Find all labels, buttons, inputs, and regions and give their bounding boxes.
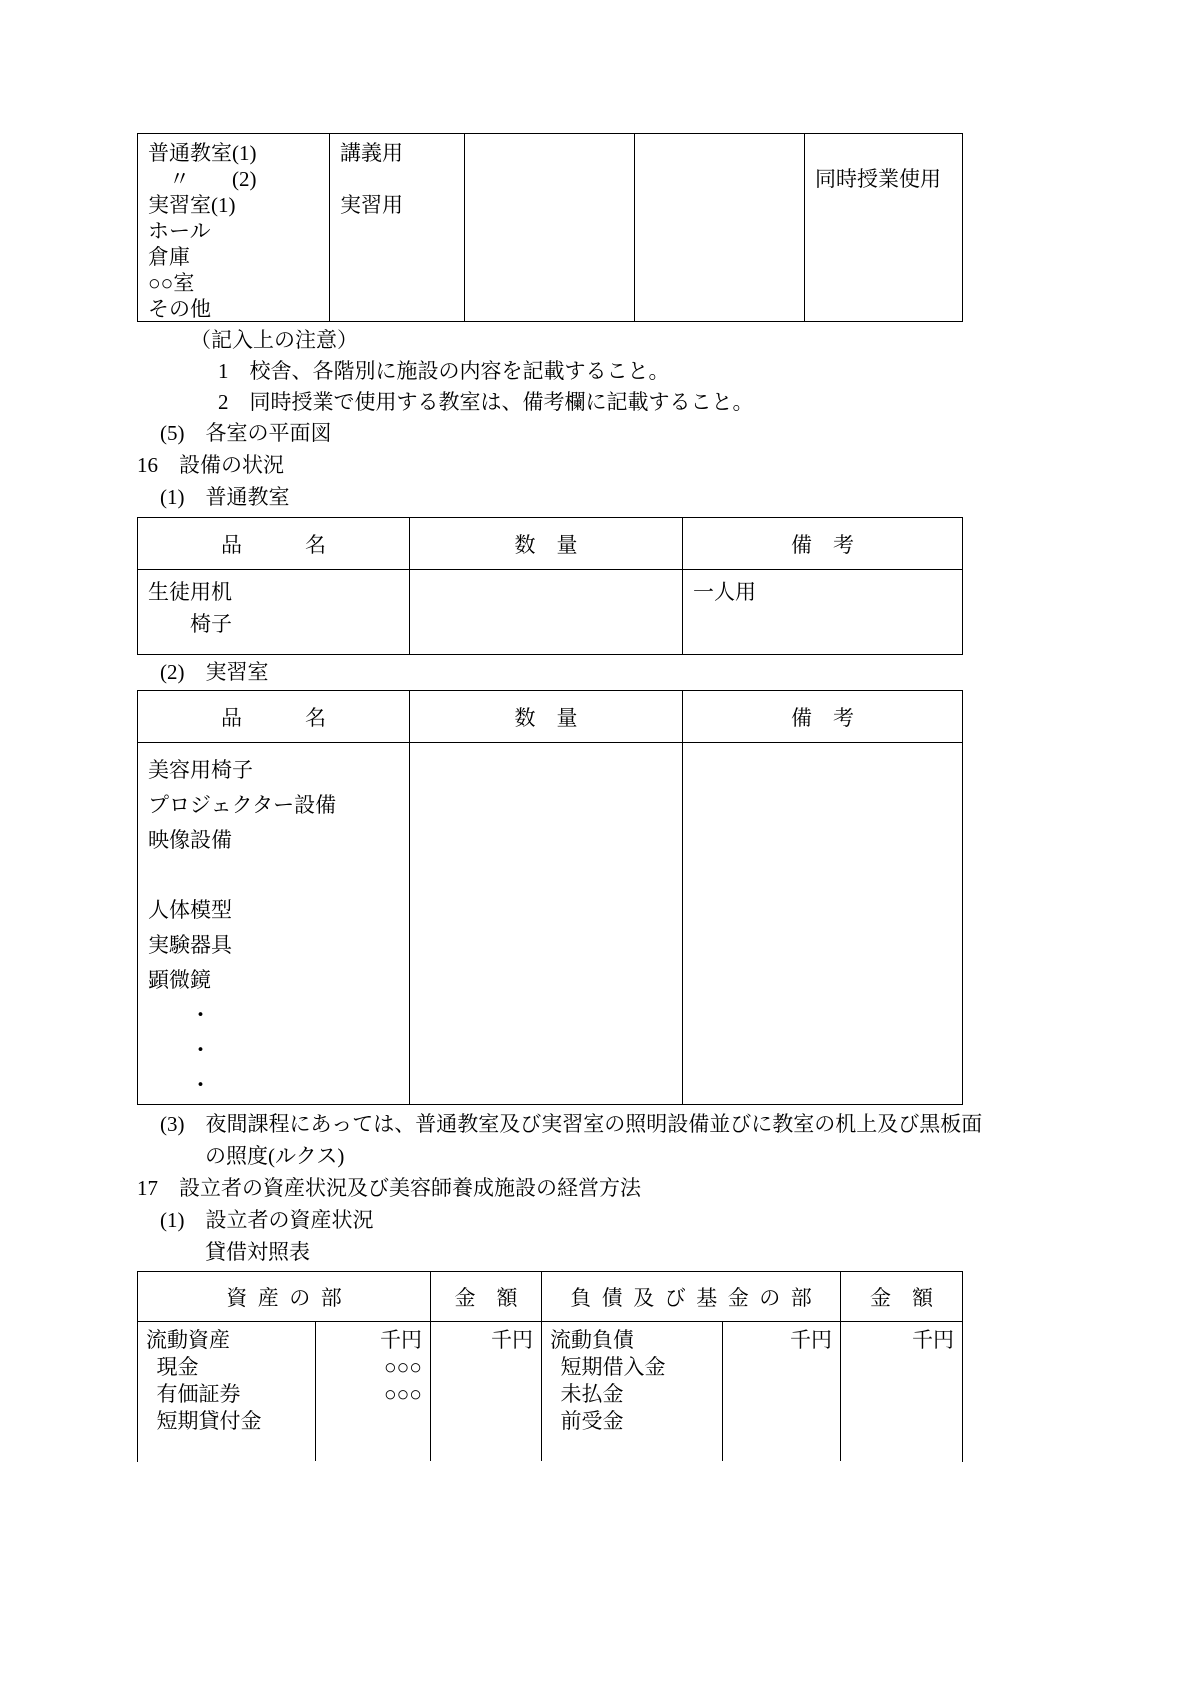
- col-header-quantity: 数 量: [410, 518, 683, 570]
- quantity-cell: [410, 743, 683, 1104]
- table-header-row: [138, 1272, 962, 1322]
- spacer: [815, 140, 962, 166]
- classroom-equipment-table: [137, 517, 963, 655]
- room-name: 〃 (2): [148, 167, 257, 191]
- asset-value: ○○○: [383, 1382, 422, 1406]
- quantity-cell: [410, 570, 683, 654]
- table-header-row: [138, 691, 962, 743]
- liability-name: 短期借入金: [550, 1355, 666, 1379]
- equipment-item: 顕微鏡: [148, 968, 211, 992]
- liability-amount-unit: 千円: [912, 1328, 954, 1352]
- item-name-cell: [138, 743, 410, 1104]
- liability-value: [723, 1381, 832, 1408]
- equipment-item: [148, 858, 409, 893]
- asset-name-cell: [138, 1322, 316, 1461]
- room-name: その他: [148, 297, 211, 321]
- remarks-cell: [683, 743, 962, 1104]
- section-17-1-heading: (1) 設立者の資産状況: [160, 1208, 374, 1232]
- liability-name: 未払金: [550, 1382, 624, 1406]
- remarks-cell: [683, 570, 962, 654]
- spacer: [340, 166, 464, 192]
- room-name: ○○室: [148, 271, 195, 295]
- equipment-item: 映像設備: [148, 828, 232, 852]
- asset-amount-unit: 千円: [491, 1328, 533, 1352]
- balance-sheet-table: [137, 1271, 963, 1462]
- section-16-1-heading: (1) 普通教室: [160, 485, 290, 509]
- room-name: 倉庫: [148, 245, 190, 269]
- col-header-assets: 資 産 の 部: [138, 1272, 431, 1322]
- liability-amount-cell: [841, 1322, 962, 1461]
- equipment-item: 人体模型: [148, 898, 232, 922]
- col-header-remarks: 備 考: [683, 691, 962, 743]
- note-3-line-2: の照度(ルクス): [205, 1144, 345, 1168]
- liability-name-cell: [542, 1322, 723, 1461]
- simultaneous-class-note: 同時授業使用: [815, 167, 941, 191]
- equipment-item: 美容用椅子: [148, 758, 253, 782]
- liability-name: 流動負債: [550, 1328, 634, 1352]
- liability-value-cell: [723, 1322, 841, 1461]
- facility-rooms-continuation-table: [137, 133, 963, 322]
- equipment-item: ・: [148, 1073, 211, 1097]
- col-header-remarks: 備 考: [683, 518, 962, 570]
- section-17-heading: 17 設立者の資産状況及び美容師養成施設の経営方法: [137, 1176, 641, 1200]
- asset-value-cell: [316, 1322, 431, 1461]
- asset-name: 流動資産: [146, 1328, 230, 1352]
- room-name: 普通教室(1): [148, 141, 257, 165]
- col-header-item-name: 品 名: [138, 518, 410, 570]
- entry-note-1: 1 校舎、各階別に施設の内容を記載すること。: [218, 359, 670, 383]
- table-header-row: [138, 518, 962, 570]
- section-16-2-heading: (2) 実習室: [160, 660, 269, 684]
- asset-value: 千円: [380, 1328, 422, 1352]
- empty-column-1: [465, 134, 635, 321]
- asset-name: 短期貸付金: [146, 1409, 262, 1433]
- room-use-column: [330, 134, 465, 321]
- item-5-floor-plan: (5) 各室の平面図: [160, 421, 332, 445]
- equipment-item: 生徒用机: [148, 580, 232, 604]
- liability-value: [723, 1408, 832, 1435]
- note-3-line-1: (3) 夜間課程にあっては、普通教室及び実習室の照明設備並びに教室の机上及び黒板面: [160, 1112, 983, 1136]
- liability-value: [723, 1354, 832, 1381]
- item-name-cell: [138, 570, 410, 654]
- col-header-quantity: 数 量: [410, 691, 683, 743]
- equipment-item: 椅子: [148, 612, 232, 636]
- table-body-row: [138, 743, 962, 1104]
- practice-room-equipment-table: [137, 690, 963, 1105]
- liability-value: 千円: [790, 1328, 832, 1352]
- equipment-item: プロジェクター設備: [148, 793, 337, 817]
- room-use: 実習用: [340, 193, 403, 217]
- col-header-liabilities: 負 債 及 び 基 金 の 部: [542, 1272, 841, 1322]
- table-body-row: [138, 570, 962, 654]
- room-name-column: [138, 134, 330, 321]
- remarks-column: [805, 134, 962, 321]
- table-body-row: [138, 1322, 962, 1461]
- entry-notes-heading: （記入上の注意）: [190, 328, 358, 352]
- asset-value: ○○○: [383, 1355, 422, 1379]
- col-header-amount-1: 金 額: [431, 1272, 542, 1322]
- asset-amount-cell: [431, 1322, 542, 1461]
- empty-column-2: [635, 134, 805, 321]
- room-use: 講義用: [340, 141, 403, 165]
- equipment-item: ・: [148, 1038, 211, 1062]
- asset-name: 有価証券: [146, 1382, 241, 1406]
- balance-sheet-caption: 貸借対照表: [205, 1240, 310, 1264]
- asset-value: [316, 1408, 422, 1435]
- equipment-item: 実験器具: [148, 933, 232, 957]
- asset-name: 現金: [146, 1355, 199, 1379]
- liability-name: 前受金: [550, 1409, 624, 1433]
- section-16-heading: 16 設備の状況: [137, 453, 284, 477]
- room-name: ホール: [148, 219, 211, 243]
- equipment-item: ・: [148, 1003, 211, 1027]
- col-header-amount-2: 金 額: [841, 1272, 962, 1322]
- room-name: 実習室(1): [148, 193, 236, 217]
- col-header-item-name: 品 名: [138, 691, 410, 743]
- equipment-remark: 一人用: [693, 580, 756, 604]
- entry-note-2: 2 同時授業で使用する教室は、備考欄に記載すること。: [218, 390, 754, 414]
